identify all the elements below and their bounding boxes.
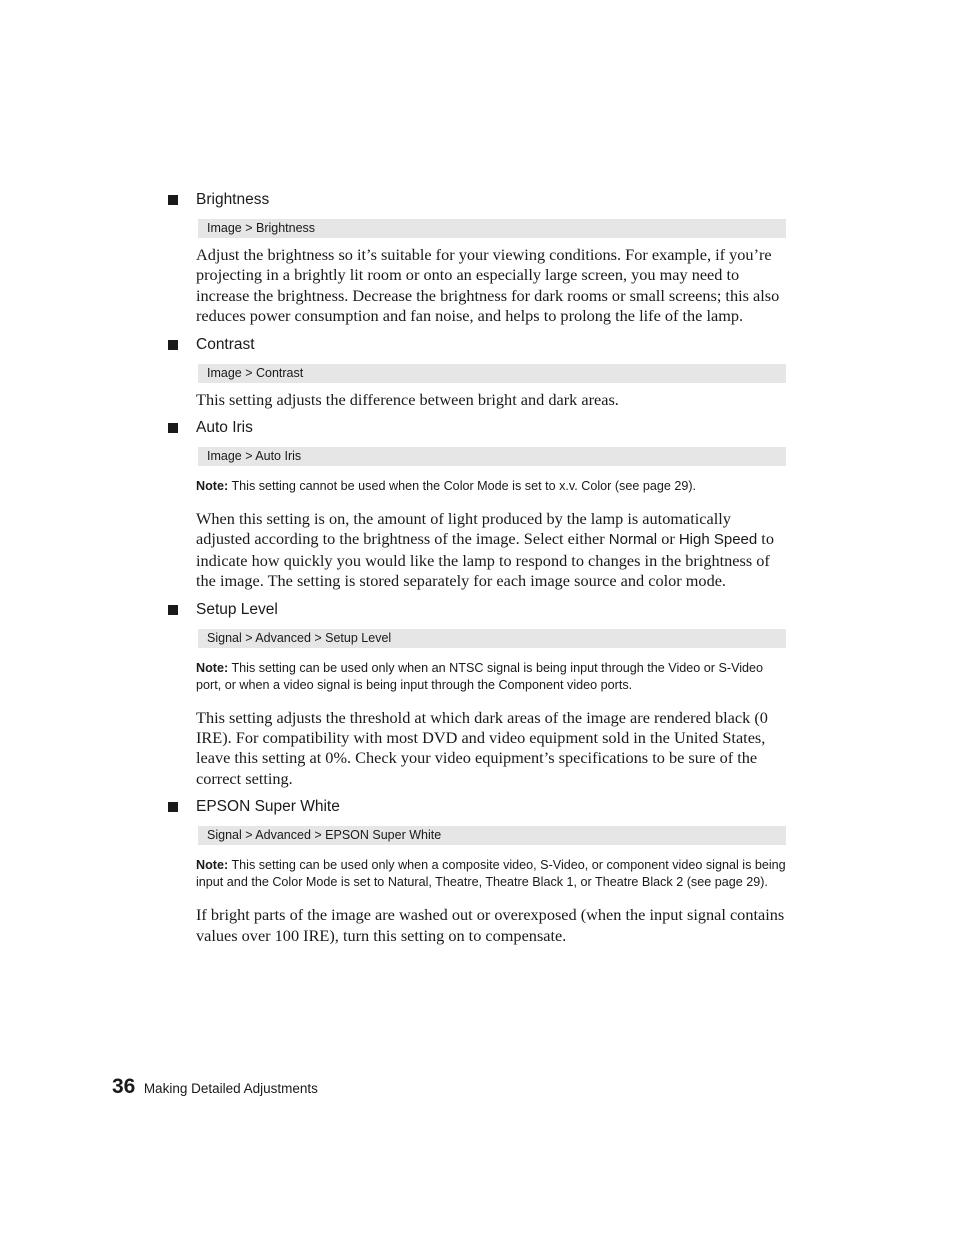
square-bullet-icon: [168, 802, 178, 812]
heading-text: Brightness: [196, 191, 270, 208]
option-high-speed: High Speed: [678, 531, 758, 549]
paragraph-text: to indicate how quickly you would like the lamp to respond to changes in the brightness of the image. The setting is stored separately for each image source and color mode.: [196, 529, 774, 591]
note-label: Note:: [196, 858, 229, 873]
menu-path-bar: Signal > Advanced > Setup Level: [198, 629, 786, 648]
note-text: This setting can be used only when a composite video, S-Video, or component video signal is being input and the Color Mode is set to Natural, Theatre, Theatre Black 1, or Theatre Black 2 (see page 29).: [196, 858, 786, 890]
section-epson-super-white: [168, 797, 786, 946]
section-auto-iris: [168, 418, 786, 592]
page-content: [168, 190, 786, 946]
page-footer: [112, 1075, 318, 1099]
heading-text: EPSON Super White: [196, 798, 340, 816]
section-brightness: [168, 190, 786, 327]
paragraph-text: or: [657, 529, 679, 549]
body-paragraph: Adjust the brightness so it’s suitable for your viewing conditions. For example, if you’re projecting in a brightly lit room or onto an especially large screen, you may need to increase the brightness. Decrease the brightness for dark rooms or small screens; this also reduces power consumption and fan noise, and helps to prolong the life of the lamp.: [196, 245, 780, 326]
note-label: Note:: [196, 479, 229, 494]
note-text: This setting can be used only when an NTSC signal is being input through the Video or S-Video port, or when a video signal is being input through the Component video ports.: [196, 660, 764, 692]
body-paragraph: This setting adjusts the difference between bright and dark areas.: [196, 389, 619, 409]
body-paragraph: If bright parts of the image are washed out or overexposed (when the input signal contains values over 100 IRE), turn this setting on to compensate.: [196, 905, 785, 945]
note: [196, 857, 786, 891]
heading-text: Setup Level: [196, 600, 278, 618]
heading-text: Contrast: [196, 335, 255, 353]
square-bullet-icon: [168, 340, 178, 350]
square-bullet-icon: [168, 605, 178, 615]
menu-path-bar: Image > Auto Iris: [198, 447, 786, 466]
option-normal: Normal: [608, 531, 658, 549]
note: [196, 478, 786, 495]
paragraph-text: When this setting is on, the amount of light produced by the lamp is automatically adjusted according to the brightness of the image. Select either: [196, 509, 731, 549]
body-paragraph: This setting adjusts the threshold at which dark areas of the image are rendered black (0 IRE). For compatibility with most DVD and video equipment sold in the United States, leave this setting at 0%. Check your video equipment’s specifications to be sure of the correct setting.: [196, 707, 768, 788]
menu-path-bar: Image > Contrast: [198, 364, 786, 383]
note: [196, 660, 786, 694]
heading-text: Auto Iris: [196, 419, 253, 437]
page-number: 36: [112, 1075, 136, 1098]
section-heading: [168, 190, 786, 210]
note-label: Note:: [196, 660, 229, 675]
square-bullet-icon: [168, 423, 178, 433]
square-bullet-icon: [168, 195, 178, 205]
section-heading: [168, 335, 786, 355]
section-heading: [168, 600, 786, 620]
menu-path-bar: Signal > Advanced > EPSON Super White: [198, 826, 786, 845]
body-paragraph: [196, 509, 786, 592]
section-heading: [168, 797, 786, 817]
section-heading: [168, 418, 786, 438]
section-setup-level: [168, 600, 786, 790]
section-contrast: [168, 335, 786, 410]
menu-path-bar: Image > Brightness: [198, 219, 786, 238]
note-text: This setting cannot be used when the Color Mode is set to x.v. Color (see page 29).: [228, 479, 697, 494]
chapter-title: Making Detailed Adjustments: [143, 1081, 318, 1096]
